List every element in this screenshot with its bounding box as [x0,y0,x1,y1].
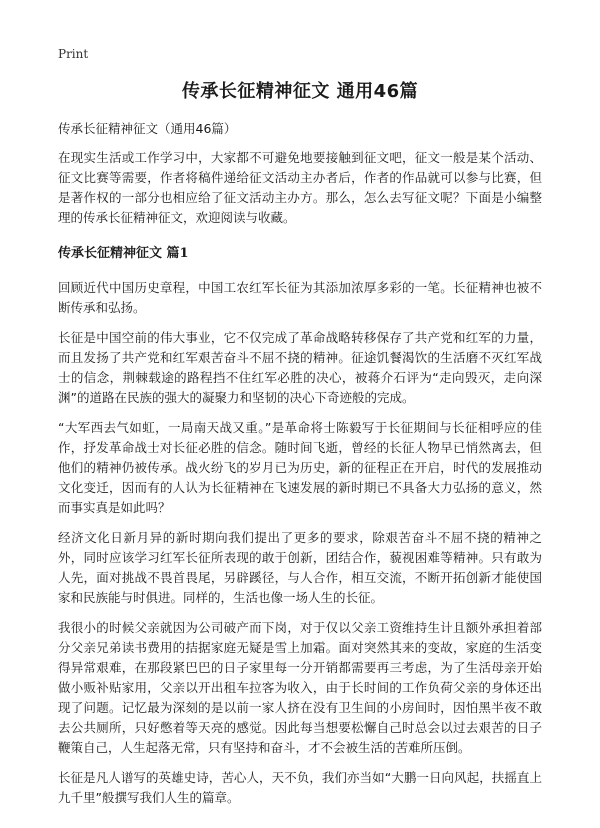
body-paragraph: 长征是中国空前的伟大事业，它不仅完成了革命战略转移保存了共产党和红军的力量，而且发扬了共产党和红军艰苦奋斗不屈不挠的精神。征途饥餐渴饮的生活磨不灭红军战士的信念，荆棘载途的路程挡不住红军必胜的决心，被蒋介石评为“走向毁灭，走向深渊”的道路在民族的强大的凝聚力和坚韧的决心下奇迹般的完成。 [58,330,542,405]
print-link[interactable]: Print [58,47,89,61]
intro-paragraph: 在现实生活或工作学习中，大家都不可避免地要接触到征文吧，征文一般是某个活动、征文比赛等需要，作者将稿件递给征文活动主办者后，作者的作品就可以参与比赛，但是著作权的一部分也相应给了征文活动主办方。那么，怎么去写征文呢？下面是小编整理的传承长征精神征文，欢迎阅读与收藏。 [58,150,542,225]
document-subtitle: 传承长征精神征文（通用46篇） [58,121,237,136]
body-paragraph: 我很小的时候父亲就因为公司破产而下岗，对于仅以父亲工资维持生计且额外承担着部分父亲兄弟读书费用的拮据家庭无疑是雪上加霜。面对突然其来的变故，家庭的生活变得异常艰难，在那段紧巴巴的日子家里每一分开销都需要再三考虑，为了生活母亲开始做小贩补贴家用，父亲以开出租车拉客为收入，由于长时间的工作负荷父亲的身体还出现了问题。记忆最为深刻的是以前一家人挤在没有卫生间的小房间时，因怕黑半夜不敢去公共厕所，只好憋着等天亮的感觉。因此每当想要松懈自己时总会以过去艰苦的日子鞭策自己，人生起落无常，只有坚持和奋斗，才不会被生活的苦难所压倒。 [58,620,542,755]
body-paragraph: 经济文化日新月异的新时期向我们提出了更多的要求，除艰苦奋斗不屈不挠的精神之外，同时应该学习红军长征所表现的敢于创新，团结合作，藐视困难等精神。只有敢为人先，面对挑战不畏首畏尾，另辟蹊径，与人合作，相互交流，不断开拓创新才能使国家和民族能与时俱进。同样的，生活也像一场人生的长征。 [58,530,542,605]
body-paragraph: 长征是凡人谱写的英雄史诗，苦心人，天不负，我们亦当如“大鹏一日向风起，扶摇直上九千里”般撰写我们人生的篇章。 [58,770,542,805]
page-title: 传承长征精神征文 通用46篇 [181,81,419,102]
section-heading: 传承长征精神征文 篇1 [58,246,189,261]
body-paragraph: 回顾近代中国历史章程，中国工农红军长征为其添加浓厚多彩的一笔。长征精神也被不断传承和弘扬。 [58,280,542,315]
body-paragraph: “大军西去气如虹，一局南天战又重。”是革命将士陈毅写于长征期间与长征相呼应的佳作，抒发革命战士对长征必胜的信念。随时间飞逝，曾经的长征人物早已悄然离去，但他们的精神仍被传承。战火纷飞的岁月已为历史，新的征程正在开启，时代的发展推动文化变迁，因而有的人认为长征精神在飞速发展的新时期已不具备大力弘扬的意义，然而事实真是如此吗？ [58,420,542,515]
